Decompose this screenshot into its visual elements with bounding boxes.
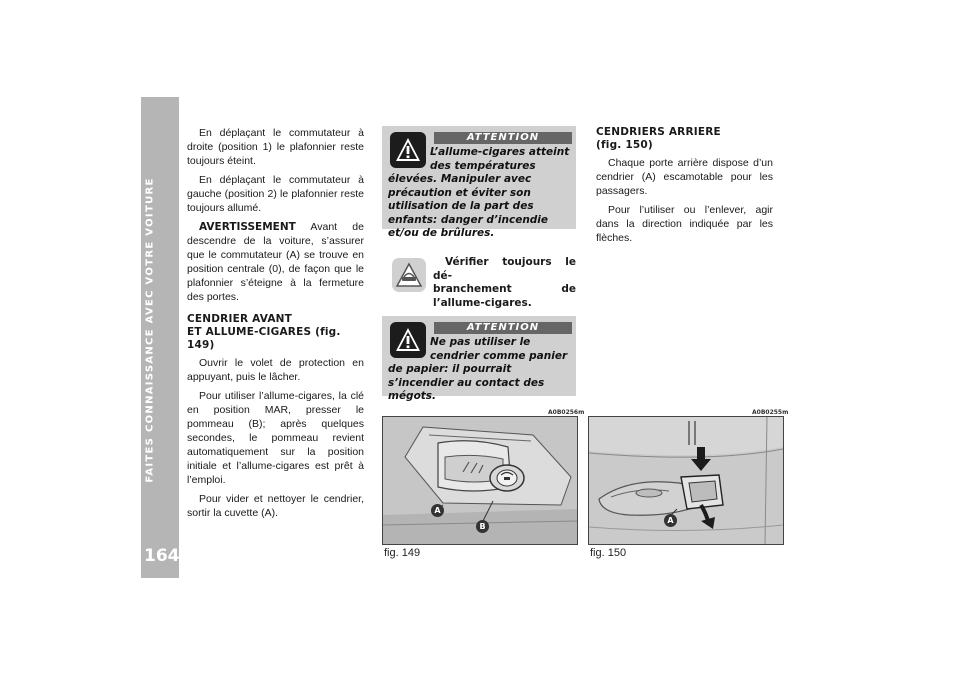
heading-front-line2-wrap	[187, 326, 364, 352]
environment-note-text	[433, 256, 576, 310]
avertissement-text: Avant de descendre de la voiture, s’assurer que le commutateur (A) se trouve en position centrale (0), de façon que le plafonnier s’éteigne à la fermeture des portes.	[187, 221, 364, 303]
environment-note-rest: branchement de l’allume-cigares.	[433, 283, 576, 309]
rear-ashtray-illustration	[589, 417, 783, 544]
marker-a: A	[431, 504, 444, 517]
section-title: FAITES CONNAISSANCE AVEC VOTRE VOITURE	[144, 177, 156, 483]
environment-note	[390, 256, 576, 309]
paragraph-cigar-lighter: Pour utiliser l’allume-cigares, la clé en position MAR, presser le pommeau (B); après quelques secondes, le pommeau revient automatiquement sur la position initiale et l’allume-cigares est prêt à l’emploi.	[187, 390, 364, 486]
warning-text: Ne pas utiliser le cendrier comme panier de papier: il pourrait s’incendier au contact des mégots.	[388, 336, 568, 402]
heading-front-line1: CENDRIER AVANT	[187, 313, 292, 325]
figure-caption: fig. 150	[590, 547, 627, 559]
heading-front-line2: ET ALLUME-CIGARES	[187, 326, 312, 338]
warning-box-ashtray	[382, 316, 576, 402]
figure-caption: fig. 149	[384, 547, 421, 559]
paragraph-rear-usage: Pour l’utiliser ou l’enlever, agir dans la direction indiquée par les flèches.	[596, 204, 773, 244]
paragraph-open-flap: Ouvrir le volet de protection en appuyant, puis le lâcher.	[187, 357, 364, 383]
paragraph-switch-right: En déplaçant le commutateur à droite (position 1) le plafonnier reste toujours éteint.	[187, 127, 364, 167]
avertissement-label: AVERTISSEMENT	[199, 221, 296, 233]
column-right	[596, 126, 773, 250]
warning-box-lighter	[382, 126, 576, 239]
warning-title: ATTENTION	[434, 132, 572, 144]
column-left	[187, 126, 364, 525]
marker-a: A	[664, 514, 677, 527]
figure-150-rear-ashtray	[588, 416, 784, 545]
heading-front-ashtray	[187, 313, 364, 352]
paragraph-switch-left: En déplaçant le commutateur à gauche (position 2) le plafonnier reste toujours allumé.	[187, 174, 364, 214]
heading-rear-ashtrays	[596, 126, 773, 152]
marker-b: B	[476, 520, 489, 533]
figure-149-front-ashtray	[382, 416, 578, 545]
heading-rear-line2: (fig. 150)	[596, 139, 653, 151]
paragraph-rear-ashtray: Chaque porte arrière dispose d’un cendrier (A) escamotable pour les passagers.	[596, 157, 773, 197]
heading-front-ref: (fig. 149)	[187, 326, 341, 351]
paragraph-empty-ashtray: Pour vider et nettoyer le cendrier, sortir la cuvette (A).	[187, 493, 364, 519]
page-number: 164	[144, 546, 180, 566]
figure-code: A0B0256m	[548, 409, 585, 416]
warning-title: ATTENTION	[434, 322, 572, 334]
warning-text: L’allume-cigares atteint des températures élevées. Manipuler avec précaution et éviter son utilisation de la part des enfants: danger d’incendie et/ou de brûlures.	[388, 146, 570, 239]
environment-icon	[392, 258, 426, 292]
heading-rear-line1: CENDRIERS ARRIERE	[596, 126, 721, 138]
figure-code: A0B0255m	[752, 409, 789, 416]
environment-note-first: Vérifier toujours le dé-	[433, 256, 576, 282]
paragraph-avertissement	[187, 220, 364, 304]
